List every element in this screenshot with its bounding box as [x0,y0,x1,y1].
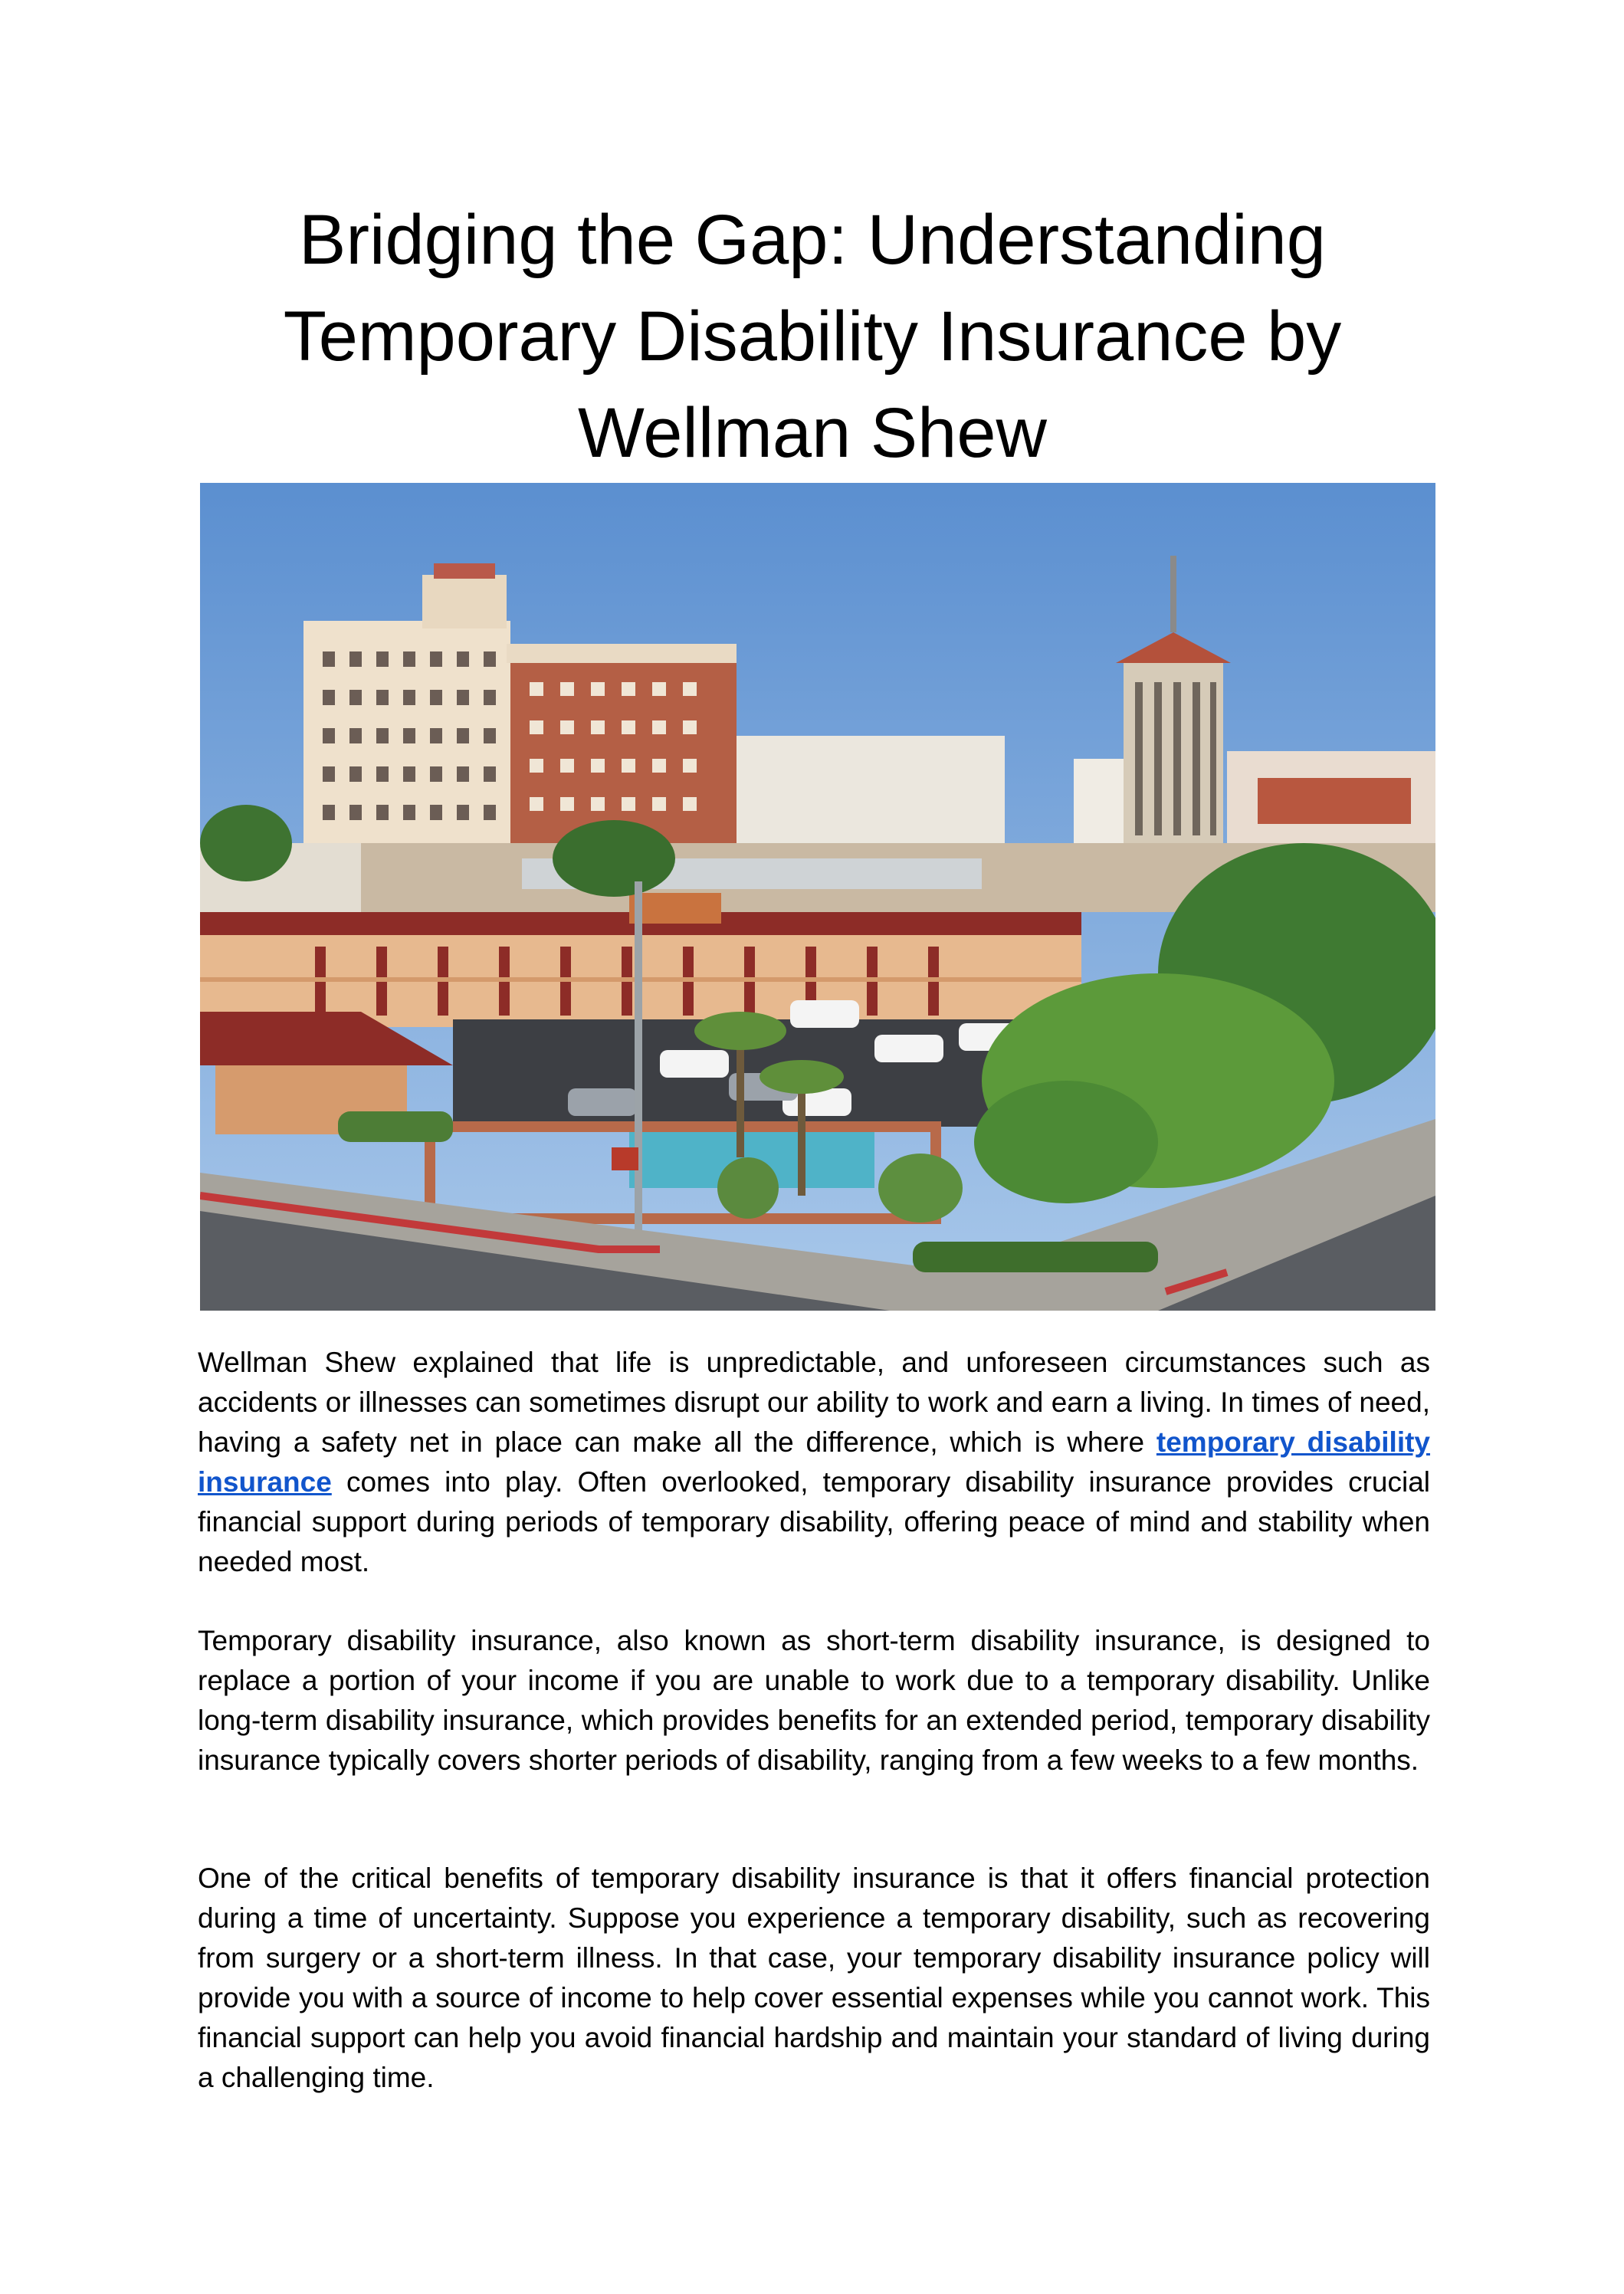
body-paragraph [198,1343,1430,1582]
title-line: Temporary Disability Insurance by [283,297,1342,376]
paragraph-text: Wellman Shew explained that life is unpredictable, and unforeseen circumstances such as accidents or illnesses can sometimes disrupt our ability to work and earn a living. In times of need, having a safety net in place can make all the difference, which is where [198,1347,1430,1458]
page-title [192,192,1433,481]
title-line: Wellman Shew [578,394,1047,472]
temporary-disability-insurance-link[interactable]: temporary disability insurance [198,1426,1431,1498]
body-paragraph: One of the critical benefits of temporary disability insurance is that it offers financial protection during a time of uncertainty. Suppose you experience a temporary disability, such as recovering from surgery or a short-term illness. In that case, your temporary disability insurance policy will provide you with a source of income to help cover essential expenses while you cannot work. This financial support can help you avoid financial hardship and maintain your standard of living during a challenging time. [198,1862,1430,2093]
paragraph-text: comes into play. Often overlooked, temporary disability insurance provides crucial financial support during periods of temporary disability, offering peace of mind and stability when needed most. [198,1466,1430,1577]
title-line: Bridging the Gap: Understanding [299,201,1326,279]
cityscape-illustration [200,483,1435,1311]
cityscape-photo [200,483,1435,1311]
body-paragraph: Temporary disability insurance, also known as short-term disability insurance, is designed to replace a portion of your income if you are unable to work due to a temporary disability. Unlike long-term disability insurance, which provides benefits for an extended period, temporary disability insurance typically covers shorter periods of disability, ranging from a few weeks to a few months. [198,1625,1430,1776]
